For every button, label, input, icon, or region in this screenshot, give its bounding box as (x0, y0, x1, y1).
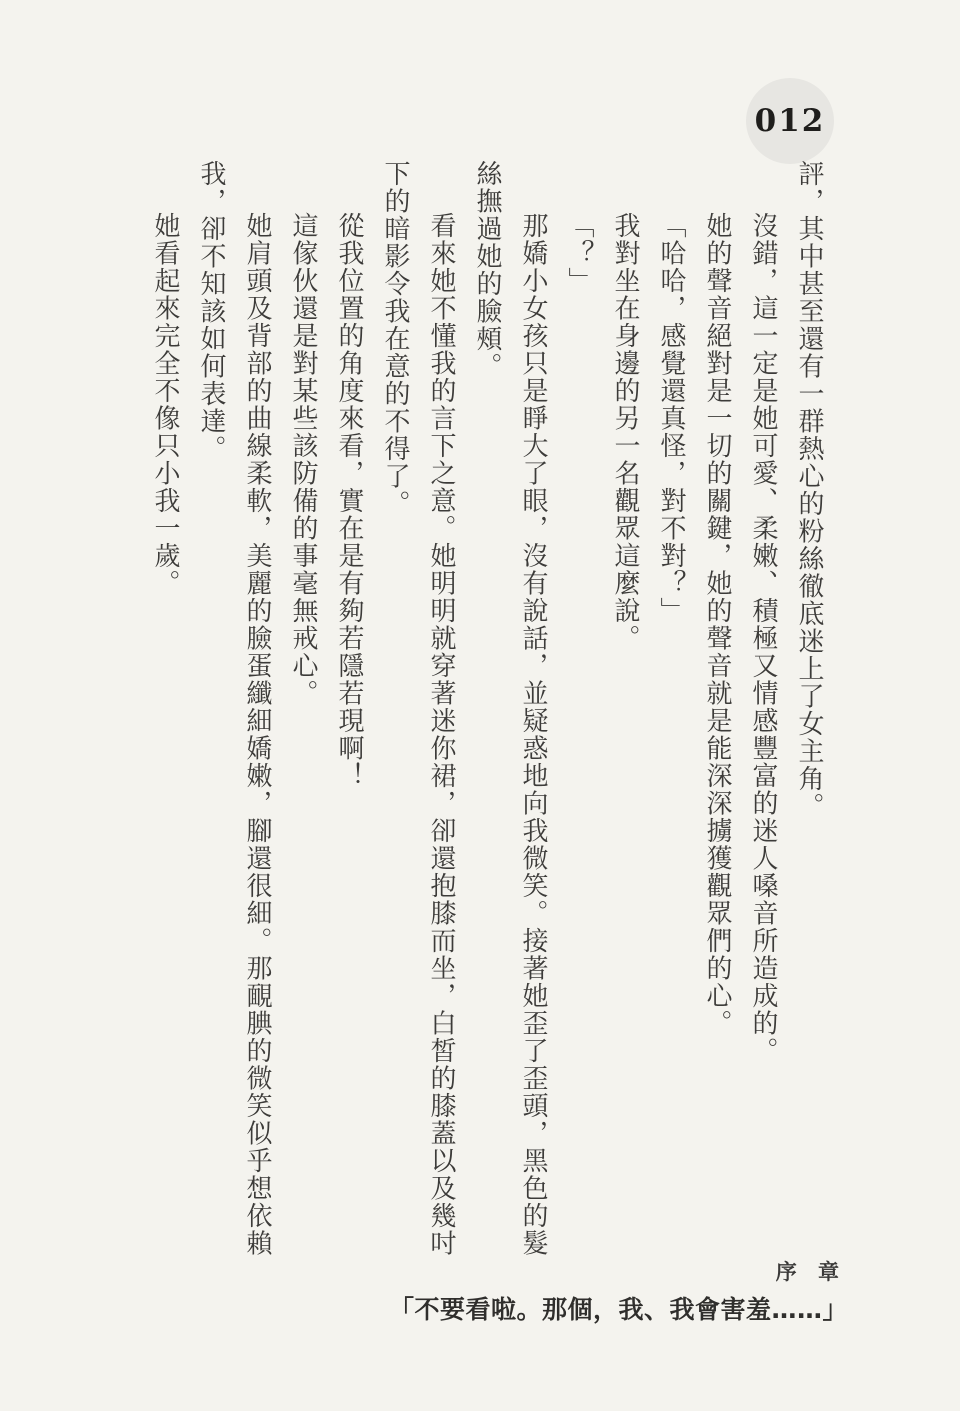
paragraph: 我對坐在身邊的另一名觀眾這麼說。 (610, 212, 640, 652)
paragraph: 沒錯，這一定是她可愛、柔嫩、積極又情感豐富的迷人嗓音所造成的。 (748, 212, 778, 1065)
paragraph: 從我位置的角度來看，實在是有夠若隱若現啊！ (334, 212, 364, 790)
paragraph: 看來她不懂我的言下之意。她明明就穿著迷你裙，卻還抱膝而坐，白皙的膝蓋以及幾吋下的暗影令我在意的不得了。 (380, 160, 456, 1257)
running-footer (389, 1256, 848, 1326)
paragraph: 那嬌小女孩只是睜大了眼，沒有說話，並疑惑地向我微笑。接著她歪了歪頭，黑色的髮絲撫過她的臉頰。 (472, 160, 548, 1257)
text-columns (140, 160, 832, 1260)
chapter-label: 序 章 (775, 1260, 846, 1284)
paragraph: 這傢伙還是對某些該防備的事毫無戒心。 (288, 212, 318, 707)
paragraph: 她肩頭及背部的曲線柔軟，美麗的臉蛋纖細嬌嫩，腳還很細。那靦腆的微笑似乎想依賴我，卻不知該如何表達。 (196, 160, 272, 1257)
paragraph: 她看起來完全不像只小我一歲。 (150, 212, 180, 597)
paragraph: 「哈哈，感覺還真怪，對不對？」 (656, 212, 686, 625)
page-number: 012 (754, 103, 826, 139)
footer-quote: 「不要看啦。那個，我、我會害羞……」 (388, 1295, 848, 1324)
paragraph: 她的聲音絕對是一切的關鍵，她的聲音就是能深深擄獲觀眾們的心。 (702, 212, 732, 1037)
page-number-badge (746, 78, 834, 164)
paragraph: 評，其中甚至還有一群熱心的粉絲徹底迷上了女主角。 (794, 160, 824, 820)
paragraph: 「？」 (564, 212, 594, 295)
